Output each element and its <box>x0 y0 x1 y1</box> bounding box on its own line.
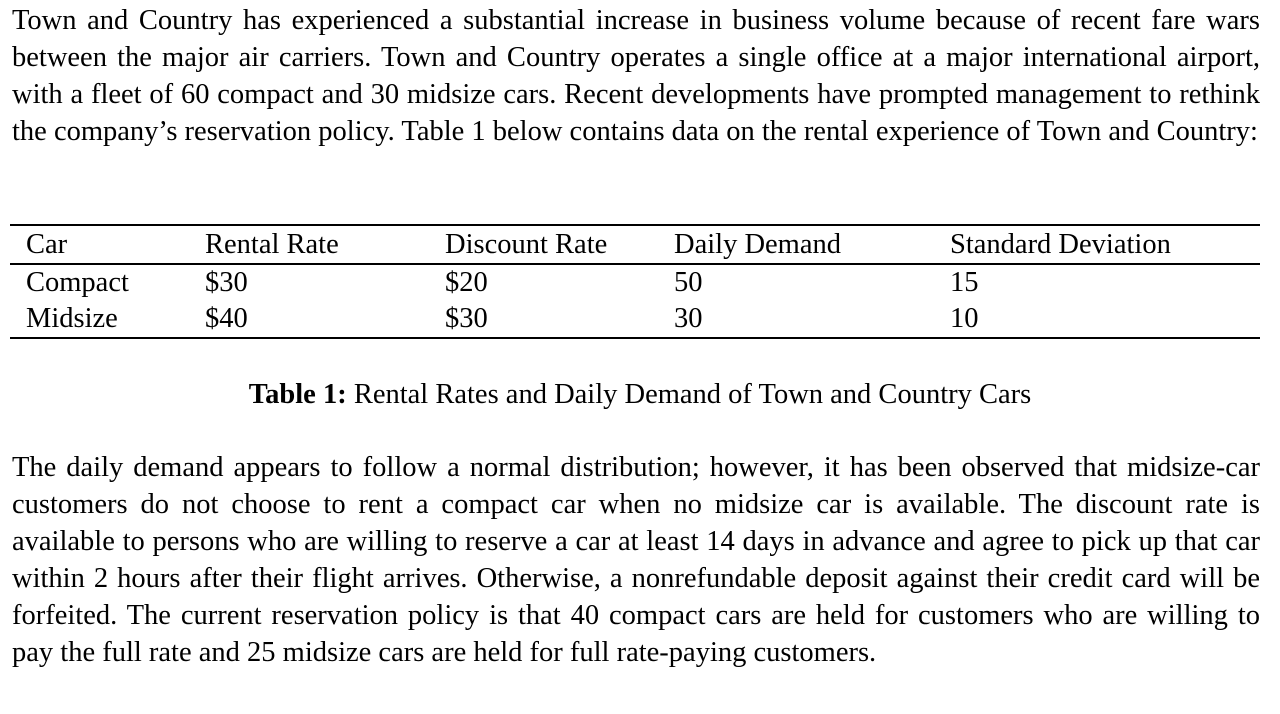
intro-paragraph: Town and Country has experienced a substantial increase in business volume because of recent fare wars between the major air carriers. Town and Country operates a single office at a major international airport, with a fleet of 60 compact and 30 midsize cars. Recent developments have prompted management to rethink the company’s reservation policy. Table 1 below contains data on the rental experience of Town and Country: <box>12 5 1260 147</box>
cell-rental-rate: $40 <box>205 301 445 338</box>
cell-discount-rate: $20 <box>445 267 488 298</box>
cell-daily-demand: 50 <box>674 267 703 298</box>
caption-text: Rental Rates and Daily Demand of Town and Country Cars <box>346 379 1032 410</box>
cell-standard-deviation: 10 <box>950 301 1260 338</box>
table-caption <box>0 376 1280 413</box>
header-discount-rate: Discount Rate <box>445 225 674 264</box>
header-daily-demand: Daily Demand <box>674 225 950 264</box>
cell-car: Midsize <box>10 301 205 338</box>
table-header-row <box>10 225 1260 264</box>
rental-rates-table <box>10 224 1260 339</box>
cell-rental-rate: $30 <box>205 267 248 298</box>
cell-discount-rate: $30 <box>445 301 674 338</box>
cell-car: Compact <box>26 267 129 298</box>
cell-standard-deviation: 15 <box>950 267 979 298</box>
header-rental-rate: Rental Rate <box>205 225 445 264</box>
header-car: Car <box>10 225 205 264</box>
table-row <box>10 301 1260 338</box>
header-standard-deviation: Standard Deviation <box>950 225 1260 264</box>
caption-label: Table 1: <box>248 379 347 410</box>
table-row <box>10 264 1260 301</box>
cell-daily-demand: 30 <box>674 301 950 338</box>
body-paragraph: The daily demand appears to follow a normal distribution; however, it has been observed that midsize-car customers do not choose to rent a compact car when no midsize car is available. The discount rate is available to persons who are willing to reserve a car at least 14 days in advance and agree to pick up that car within 2 hours after their flight arrives. Otherwise, a nonrefundable deposit against their credit card will be forfeited. The current reservation policy is that 40 compact cars are held for customers who are willing to pay the full rate and 25 midsize cars are held for full rate-paying customers. <box>12 452 1260 668</box>
